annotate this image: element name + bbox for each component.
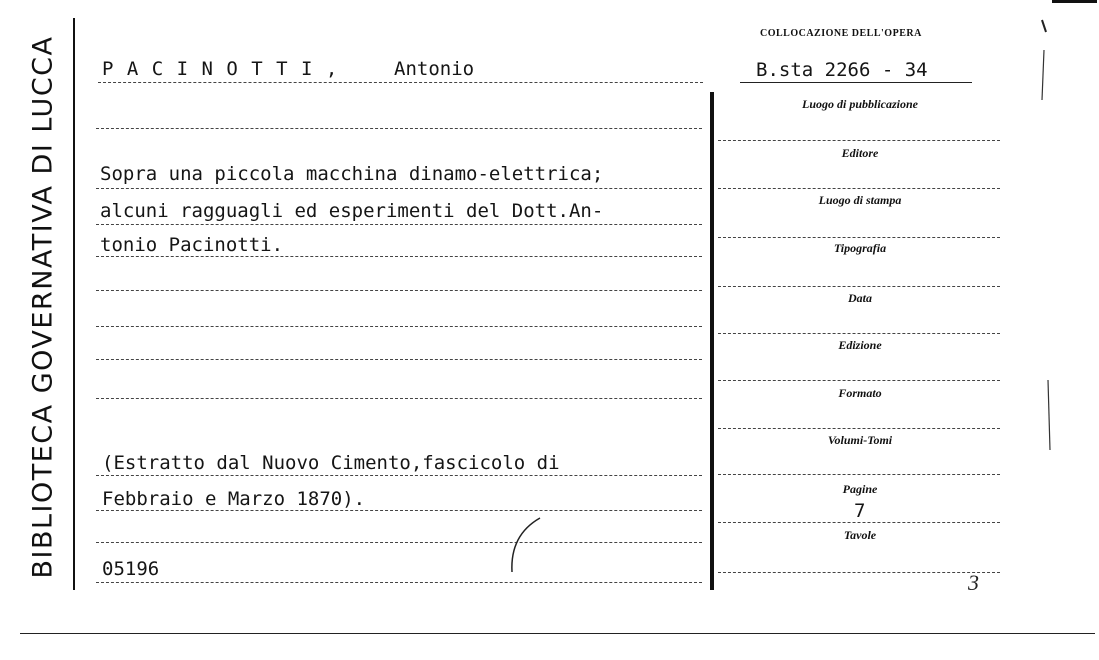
- field-editore: Editore: [841, 146, 879, 160]
- handwritten-corner-number: 3: [968, 570, 979, 595]
- field-line-7: [718, 428, 1000, 429]
- title-line-1: Sopra una piccola macchina dinamo-elettrica;: [100, 163, 604, 185]
- corner-edge-mark: [1052, 0, 1097, 3]
- left-border-line: [73, 18, 75, 590]
- title-line-2: alcuni ragguagli ed esperimenti del Dott.An-: [100, 200, 604, 222]
- library-side-label: [26, 12, 60, 602]
- note-line-1: (Estratto dal Nuovo Cimento,fascicolo di: [102, 452, 560, 474]
- field-formato: Formato: [838, 386, 882, 400]
- field-line-1: [718, 140, 1000, 141]
- blank-line-6: [96, 542, 702, 543]
- field-line-3: [718, 237, 1000, 238]
- field-line-5: [718, 333, 1000, 334]
- handwritten-arc: [500, 510, 560, 580]
- field-tavole: Tavole: [843, 528, 877, 542]
- author-surname: P A C I N O T T I ,: [102, 58, 339, 80]
- field-luogo-pubblicazione: Luogo di pubblicazione: [801, 97, 918, 111]
- collocation-header: COLLOCAZIONE DELL'OPERA: [760, 28, 922, 39]
- note-underline-2: [96, 510, 702, 511]
- author-line: [98, 82, 703, 83]
- field-line-8: [718, 474, 1000, 475]
- field-pagine: Pagine: [842, 482, 878, 496]
- title-underline-2: [96, 224, 702, 225]
- title-line-3: tonio Pacinotti.: [100, 234, 284, 256]
- blank-line-5: [96, 398, 702, 399]
- blank-line-2: [96, 290, 702, 291]
- pagine-value: 7: [854, 500, 866, 522]
- inventory-number: 05196: [102, 558, 160, 580]
- field-tipografia: Tipografia: [833, 241, 887, 255]
- library-name: BIBLIOTECA GOVERNATIVA DI LUCCA: [27, 35, 59, 579]
- blank-line-4: [96, 359, 702, 360]
- field-line-10: [718, 572, 1000, 573]
- note-underline-1: [96, 475, 702, 476]
- bottom-border-line: [20, 633, 1095, 634]
- right-edge-marks: [1030, 10, 1060, 610]
- author-name: Antonio: [394, 58, 475, 80]
- field-line-6: [718, 380, 1000, 381]
- field-line-4: [718, 286, 1000, 287]
- field-edizione: Edizione: [838, 338, 882, 352]
- shelfmark-line: [740, 82, 972, 83]
- field-line-2: [718, 188, 1000, 189]
- shelfmark: B.sta 2266 - 34: [756, 59, 928, 81]
- note-line-2: Febbraio e Marzo 1870).: [102, 488, 366, 510]
- field-line-9: [718, 522, 1000, 523]
- field-volumi-tomi: Volumi-Tomi: [827, 433, 893, 447]
- field-luogo-stampa: Luogo di stampa: [818, 193, 902, 207]
- title-underline-1: [96, 188, 702, 189]
- field-column-divider: [710, 92, 714, 590]
- title-underline-3: [96, 256, 702, 257]
- blank-line-3: [96, 326, 702, 327]
- field-data: Data: [848, 291, 872, 305]
- inventory-line: [96, 582, 702, 583]
- blank-line-1: [96, 128, 702, 129]
